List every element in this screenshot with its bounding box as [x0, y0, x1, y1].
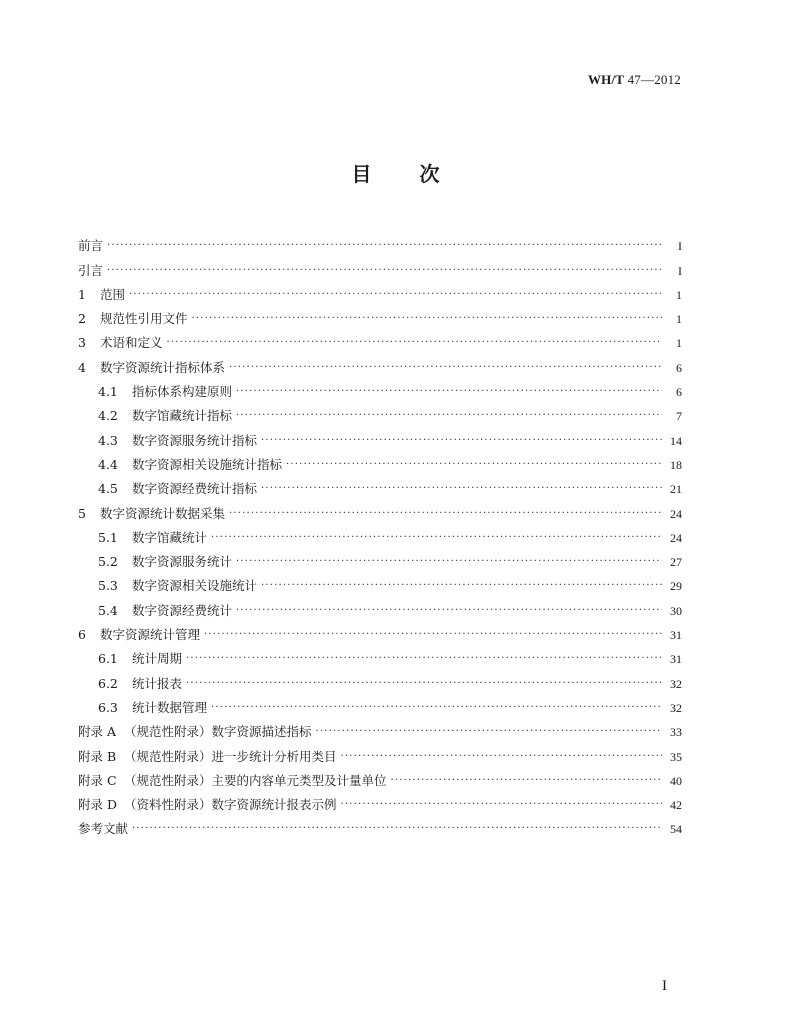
toc-entry-page: 32 — [670, 700, 682, 715]
toc-entry[interactable] — [78, 449, 682, 473]
toc-entry-label: 数字馆藏统计 — [132, 529, 208, 545]
toc-entry[interactable] — [78, 351, 682, 375]
toc-entry[interactable] — [78, 643, 682, 667]
toc-leader-dots — [261, 481, 662, 497]
toc-entry-page: 21 — [670, 482, 682, 497]
toc-entry-label: 数字资源经费统计指标 — [132, 481, 258, 497]
toc-entry-label: 数字资源相关设施统计 — [132, 578, 258, 594]
toc-entry-number: 附录 C — [78, 772, 117, 788]
toc-entry[interactable] — [78, 546, 682, 570]
toc-leader-dots — [236, 603, 662, 619]
toc-entry-page: 14 — [670, 433, 682, 448]
toc-entry-label: 统计报表 — [132, 675, 183, 691]
toc-entry-label: 术语和定义 — [100, 335, 163, 351]
toc-entry-number: 5.4 — [98, 602, 118, 618]
toc-entry-page: 32 — [670, 676, 682, 691]
toc-leader-dots — [286, 457, 662, 473]
toc-entry-page: 27 — [670, 555, 682, 570]
toc-entry-number: 附录 D — [78, 797, 117, 813]
toc-leader-dots — [391, 773, 662, 789]
toc-entry[interactable] — [78, 692, 682, 716]
toc-entry[interactable] — [78, 376, 682, 400]
toc-entry-number: 附录 A — [78, 724, 117, 740]
toc-entry-page: 30 — [670, 603, 682, 618]
toc-entry-label: 数字资源统计管理 — [100, 627, 201, 643]
toc-leader-dots — [129, 287, 662, 303]
toc-entry-page: 7 — [676, 409, 682, 424]
toc-entry-label: 数字馆藏统计指标 — [132, 408, 233, 424]
toc-leader-dots — [211, 700, 662, 716]
toc-entry-number: 5.1 — [98, 529, 118, 545]
toc-entry-label: 统计周期 — [132, 651, 183, 667]
page-number: I — [662, 978, 667, 994]
toc-entry-label: 数字资源统计数据采集 — [100, 505, 226, 521]
toc-entry[interactable] — [78, 813, 682, 837]
toc-entry-page: I — [678, 239, 682, 254]
toc-leader-dots — [229, 506, 662, 522]
page-title — [0, 158, 791, 187]
toc-leader-dots — [132, 821, 662, 837]
toc-leader-dots — [316, 724, 662, 740]
toc-entry[interactable] — [78, 522, 682, 546]
toc-entry[interactable] — [78, 303, 682, 327]
toc-leader-dots — [107, 263, 662, 279]
toc-entry-label: 统计数据管理 — [132, 699, 208, 715]
toc-entry-label: （规范性附录）主要的内容单元类型及计量单位 — [124, 772, 387, 788]
toc-leader-dots — [229, 360, 662, 376]
toc-entry[interactable] — [78, 667, 682, 691]
toc-entry-page: 33 — [670, 725, 682, 740]
toc-leader-dots — [341, 749, 662, 765]
toc-entry-page: 54 — [670, 822, 682, 837]
toc-entry-page: 24 — [670, 506, 682, 521]
toc-entry-number: 6.3 — [98, 699, 118, 715]
toc-entry-page: 1 — [676, 336, 682, 351]
toc-entry-number: 4.5 — [98, 481, 118, 497]
toc-entry-number: 附录 B — [78, 748, 117, 764]
toc-leader-dots — [186, 676, 662, 692]
toc-entry-label: 规范性引用文件 — [100, 311, 188, 327]
toc-entry-number: 6.1 — [98, 651, 118, 667]
toc-entry-number: 5.2 — [98, 554, 118, 570]
toc-leader-dots — [236, 554, 662, 570]
toc-entry-number: 5 — [78, 505, 86, 521]
toc-entry-label: 指标体系构建原则 — [132, 384, 233, 400]
standard-code — [588, 72, 681, 88]
toc-entry-page: 40 — [670, 773, 682, 788]
standard-code-prefix: WH/T — [587, 72, 625, 87]
toc-entry-label: 数字资源相关设施统计指标 — [132, 456, 283, 472]
toc-entry-label: 范围 — [100, 286, 126, 302]
toc-leader-dots — [341, 797, 662, 813]
toc-entry-page: 6 — [676, 360, 682, 375]
toc-entry-page: 18 — [670, 457, 682, 472]
toc-entry-number: 4.3 — [98, 432, 118, 448]
toc-entry-label: （资料性附录）数字资源统计报表示例 — [124, 797, 337, 813]
toc-entry[interactable] — [78, 473, 682, 497]
toc-entry[interactable] — [78, 789, 682, 813]
toc-entry[interactable] — [78, 254, 682, 278]
toc-leader-dots — [204, 627, 662, 643]
toc-entry[interactable] — [78, 594, 682, 618]
toc-entry-number: 6.2 — [98, 675, 118, 691]
standard-code-number: 47—2012 — [624, 72, 681, 87]
toc-entry[interactable] — [78, 619, 682, 643]
toc-entry[interactable] — [78, 570, 682, 594]
toc-entry-number: 4.2 — [98, 408, 118, 424]
toc-leader-dots — [211, 530, 662, 546]
toc-entry-label: 参考文献 — [78, 821, 129, 837]
toc-leader-dots — [107, 238, 662, 254]
toc-entry-number: 3 — [78, 335, 86, 351]
toc-entry[interactable] — [78, 765, 682, 789]
toc-entry-page: 6 — [676, 385, 682, 400]
toc-entry-number: 1 — [78, 286, 86, 302]
toc-entry-label: （规范性附录）进一步统计分析用类目 — [124, 748, 337, 764]
toc-entry-label: 数字资源服务统计指标 — [132, 432, 258, 448]
toc-leader-dots — [236, 408, 662, 424]
table-of-contents — [78, 230, 682, 837]
toc-entry-page: 1 — [676, 287, 682, 302]
toc-entry[interactable] — [78, 497, 682, 521]
toc-entry-label: 前言 — [78, 238, 104, 254]
toc-entry-page: 35 — [670, 749, 682, 764]
toc-leader-dots — [236, 384, 662, 400]
toc-entry[interactable] — [78, 327, 682, 351]
toc-entry-label: 数字资源服务统计 — [132, 554, 233, 570]
toc-entry-label: 数字资源统计指标体系 — [100, 359, 226, 375]
toc-entry[interactable] — [78, 424, 682, 448]
toc-entry-number: 5.3 — [98, 578, 118, 594]
toc-entry-label: （规范性附录）数字资源描述指标 — [124, 724, 312, 740]
toc-entry-label: 引言 — [78, 262, 104, 278]
toc-leader-dots — [261, 578, 662, 594]
toc-entry-number: 2 — [78, 311, 86, 327]
toc-entry[interactable] — [78, 716, 682, 740]
toc-entry[interactable] — [78, 740, 682, 764]
toc-leader-dots — [186, 651, 662, 667]
page-title-char-1: 目 — [351, 162, 372, 186]
toc-leader-dots — [167, 335, 662, 351]
toc-entry-page: I — [678, 263, 682, 278]
page-title-char-2: 次 — [419, 162, 440, 186]
toc-entry[interactable] — [78, 400, 682, 424]
toc-entry-page: 31 — [670, 652, 682, 667]
toc-leader-dots — [192, 311, 662, 327]
toc-entry[interactable] — [78, 279, 682, 303]
toc-entry-page: 24 — [670, 530, 682, 545]
toc-entry-page: 1 — [676, 312, 682, 327]
toc-entry-label: 数字资源经费统计 — [132, 602, 233, 618]
toc-entry[interactable] — [78, 230, 682, 254]
toc-entry-number: 6 — [78, 627, 86, 643]
toc-entry-page: 31 — [670, 628, 682, 643]
toc-entry-number: 4 — [78, 359, 86, 375]
toc-leader-dots — [261, 433, 662, 449]
toc-entry-page: 29 — [670, 579, 682, 594]
toc-entry-number: 4.1 — [98, 384, 118, 400]
toc-entry-number: 4.4 — [98, 456, 118, 472]
toc-entry-page: 42 — [670, 798, 682, 813]
